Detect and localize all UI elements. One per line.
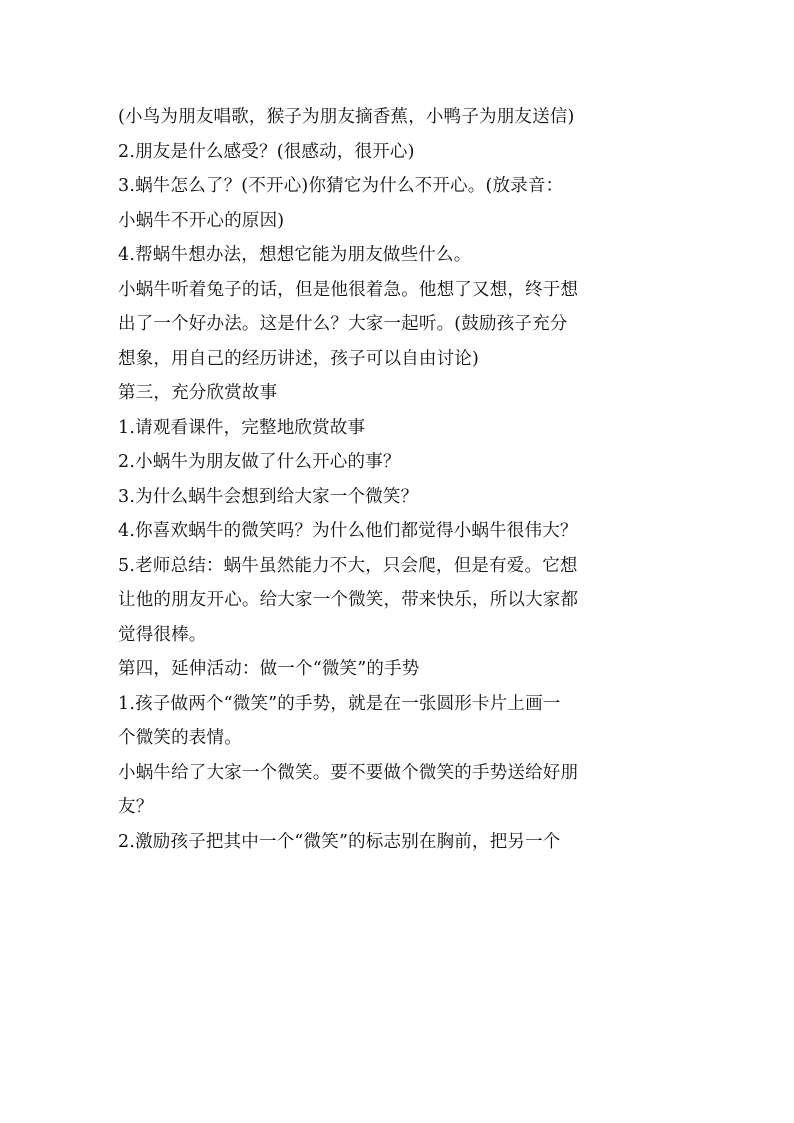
text-line: 1.孩子做两个“微笑”的手势，就是在一张圆形卡片上画一 <box>118 693 561 714</box>
text-line: (小鸟为朋友唱歌，猴子为朋友摘香蕉，小鸭子为朋友送信) <box>118 107 575 127</box>
text-line: 4.帮蜗牛想办法，想想它能为朋友做些什么。 <box>118 245 472 265</box>
text-line: 4.你喜欢蜗牛的微笑吗？为什么他们都觉得小蜗牛很伟大？ <box>118 521 578 541</box>
text-line: 个微笑的表情。 <box>118 728 242 748</box>
text-line: 小蜗牛给了大家一个微笑。要不要做个微笑的手势送给好朋 <box>118 762 579 783</box>
text-line: 小蜗牛听着兔子的话，但是他很着急。他想了又想，终于想 <box>118 279 579 300</box>
text-line: 觉得很棒。 <box>118 624 207 645</box>
text-line: 3.蜗牛怎么了？(不开心)你猜它为什么不开心。(放录音： <box>118 176 564 196</box>
section-heading: 第三，充分欣赏故事 <box>118 383 278 403</box>
text-line: 友？ <box>118 797 154 817</box>
text-line: 5.老师总结：蜗牛虽然能力不大，只会爬，但是有爱。它想 <box>118 555 578 576</box>
text-line: 1.请观看课件，完整地欣赏故事 <box>118 417 366 438</box>
text-line: 想象，用自己的经历讲述，孩子可以自由讨论) <box>118 348 480 369</box>
text-line: 2.激励孩子把其中一个“微笑”的标志别在胸前，把另一个 <box>118 831 561 852</box>
text-line: 让他的朋友开心。给大家一个微笑，带来快乐，所以大家都 <box>118 590 579 610</box>
text-line: 2.朋友是什么感受？(很感动，很开心) <box>118 141 415 162</box>
text-line: 2.小蜗牛为朋友做了什么开心的事？ <box>118 452 401 472</box>
document-body <box>118 100 698 859</box>
text-line: 3.为什么蜗牛会想到给大家一个微笑？ <box>118 486 419 507</box>
text-line: 小蜗牛不开心的原因) <box>118 210 285 231</box>
section-heading: 第四，延伸活动：做一个“微笑”的手势 <box>118 659 420 679</box>
text-line: 出了一个好办法。这是什么？大家一起听。(鼓励孩子充分 <box>118 314 568 334</box>
